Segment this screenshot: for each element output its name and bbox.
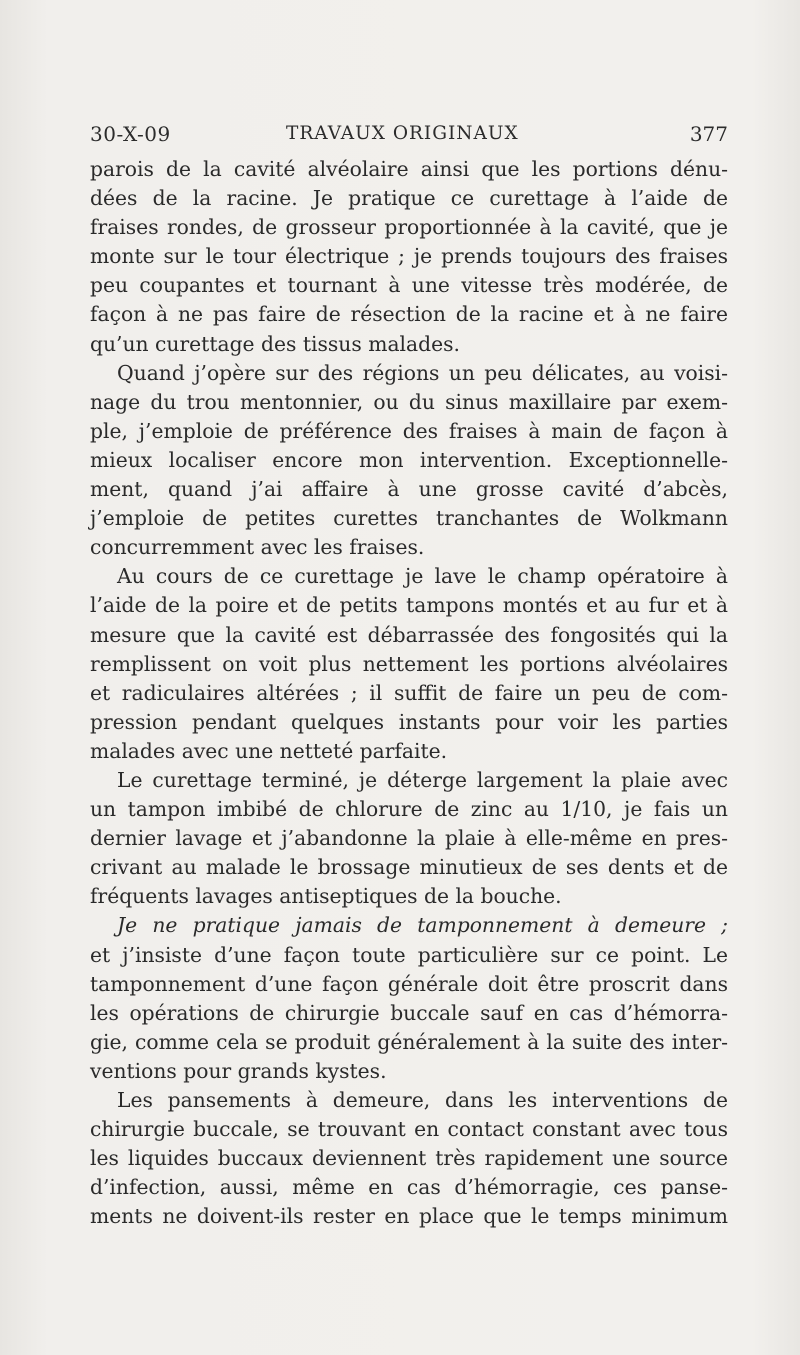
text-line: peu coupantes et tournant à une vitesse très modérée, de [90,273,728,298]
text-line: nage du trou mentonnier, ou du sinus maxillaire par exem- [90,389,728,414]
text-line: Au cours de ce curettage je lave le champ opératoire à [117,564,728,589]
text-line: fréquents lavages antiseptiques de la bouche. [90,884,562,909]
paragraph-5 [90,911,728,1086]
text-line: malades avec une netteté parfaite. [90,738,448,763]
text-line: les opérations de chirurgie buccale sauf en cas d’hémorra- [90,1000,728,1025]
text-line: crivant au malade le brossage minutieux de ses dents et de [90,855,728,880]
text-line: façon à ne pas faire de résection de la racine et à ne faire [90,302,728,327]
body-text [90,155,728,1231]
text-line: mieux localiser encore mon intervention. Exceptionnelle- [90,447,728,472]
text-line: dernier lavage et j’abandonne la plaie à elle-même en pres- [90,826,728,851]
header-section-title: TRAVAUX ORIGINAUX [286,123,519,144]
text-line: d’infection, aussi, même en cas d’hémorragie, ces panse- [90,1175,728,1200]
text-line-italic [90,911,728,940]
text-line: un tampon imbibé de chlorure de zinc au 1/10, je fais un [90,797,728,822]
text-line: Le curettage terminé, je déterge largement la plaie avec [117,767,728,792]
text-line: chirurgie buccale, se trouvant en contact constant avec tous [90,1117,728,1142]
text-line: fraises rondes, de grosseur proportionnée à la cavité, que je [90,215,728,240]
text-line: parois de la cavité alvéolaire ainsi que les portions dénu- [90,157,728,181]
text-line: j’emploie de petites curettes tranchantes de Wolkmann [90,506,728,531]
text-line: monte sur le tour électrique ; je prends toujours des fraises [90,244,728,269]
text-line: dées de la racine. Je pratique ce curettage à l’aide de [90,186,728,211]
text-line: mesure que la cavité est débarrassée des fongosités qui la [90,622,728,647]
text-line: Les pansements à demeure, dans les interventions de [117,1088,728,1112]
text-line: les liquides buccaux deviennent très rapidement une source [90,1146,728,1171]
text-line: l’aide de la poire et de petits tampons montés et au fur et à [90,593,728,618]
text-line: et j’insiste d’une façon toute particulière sur ce point. Le [90,942,728,967]
paragraph-3 [90,562,728,766]
paragraph-6 [90,1086,728,1231]
text-line: ments ne doivent-ils rester en place que le temps minimum [90,1204,728,1229]
text-line: concurremment avec les fraises. [90,535,425,560]
text-line: tamponnement d’une façon générale doit être proscrit dans [90,971,728,996]
text-line: ple, j’emploie de préférence des fraises à main de façon à [90,418,728,443]
text-line: qu’un curettage des tissus malades. [90,331,460,356]
italic-statement: Je ne pratique jamais de tamponnement à demeure ; [117,913,728,938]
text-line: ment, quand j’ai affaire à une grosse cavité d’abcès, [90,477,728,502]
text-line: remplissent on voit plus nettement les portions alvéolaires [90,651,728,676]
paragraph-4 [90,766,728,911]
text-line: ventions pour grands kystes. [90,1058,387,1083]
paragraph-2 [90,359,728,563]
text-line: et radiculaires altérées ; il suffit de faire un peu de com- [90,680,728,705]
text-line: Quand j’opère sur des régions un peu délicates, au voisi- [117,360,728,385]
text-line: pression pendant quelques instants pour voir les parties [90,709,728,734]
paragraph-1 [90,155,728,359]
page-number: 377 [689,122,728,146]
text-line: gie, comme cela se produit généralement à la suite des inter- [90,1029,728,1054]
header-date: 30-X-09 [90,122,171,146]
running-header [90,122,728,152]
